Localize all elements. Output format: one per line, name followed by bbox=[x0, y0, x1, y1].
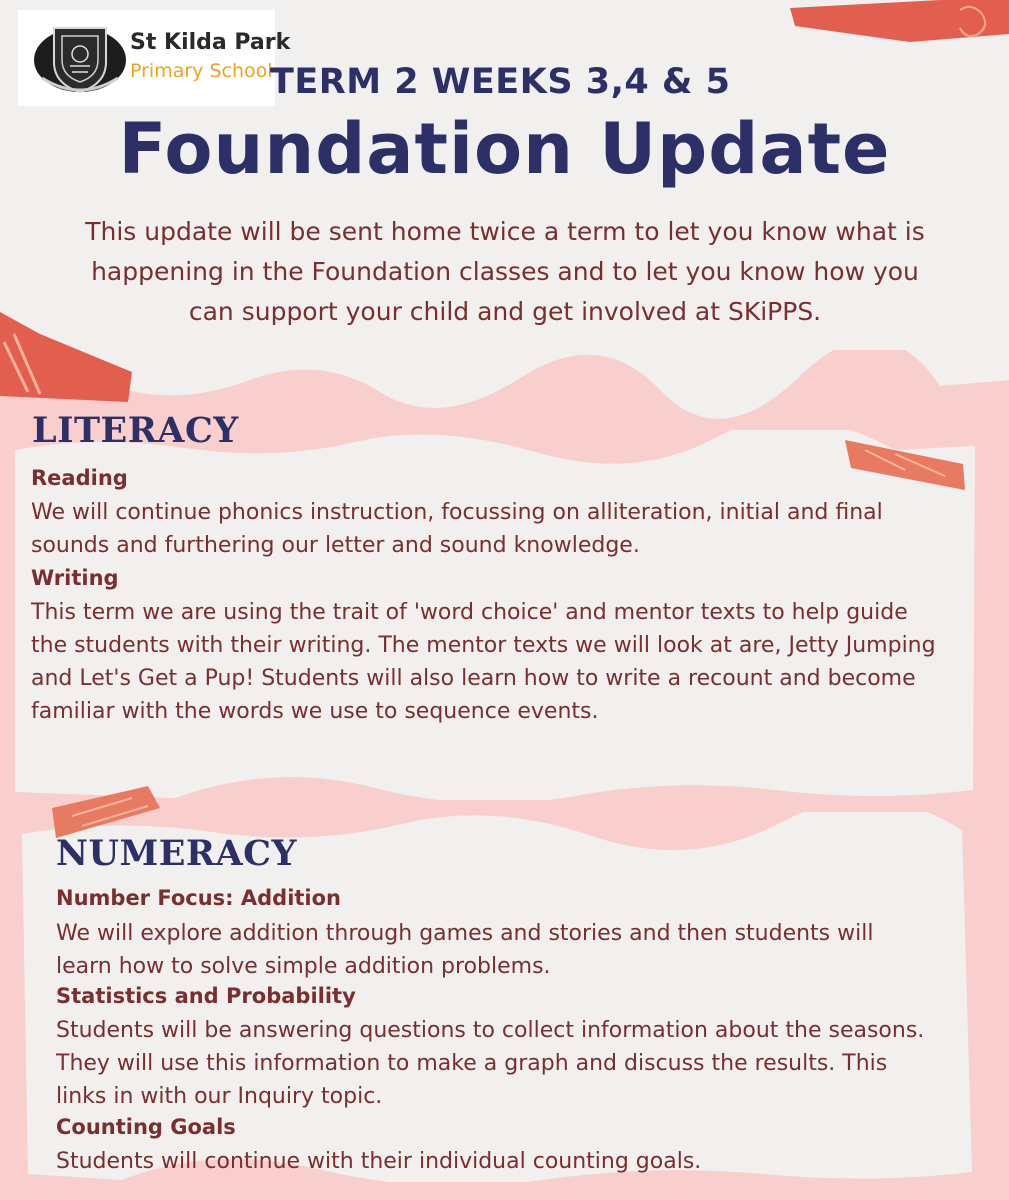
school-name: St Kilda Park bbox=[130, 30, 291, 55]
school-subtitle: Primary School bbox=[130, 60, 273, 82]
reading-text: We will continue phonics instruction, focussing on alliteration, initial and final sounds and furthering our letter and sound knowledge. bbox=[31, 500, 883, 558]
coral-brush-top-right bbox=[790, 0, 1009, 50]
literacy-heading: LITERACY bbox=[32, 410, 239, 451]
statistics-text: Students will be answering questions to collect information about the seasons. They will use this information to make a graph and discuss the results. This links in with our Inquiry topic. bbox=[56, 1018, 925, 1109]
intro-paragraph: This update will be sent home twice a term to let you know what is happening in the Foundation classes and to let you know how you can support your child and get involved at SKiPPS. bbox=[85, 217, 925, 326]
reading-heading: Reading bbox=[31, 466, 128, 490]
number-focus-text: We will explore addition through games and stories and then students will learn how to solve simple addition problems. bbox=[56, 921, 874, 979]
writing-text: This term we are using the trait of 'word choice' and mentor texts to help guide the students with their writing. The mentor texts we will look at are, Jetty Jumping and Let's Get a Pup! Students will also learn how to write a recount and become familiar with the words we use to sequence events. bbox=[31, 600, 936, 724]
school-logo bbox=[18, 10, 291, 106]
number-focus-heading: Number Focus: Addition bbox=[56, 886, 342, 910]
numeracy-heading: NUMERACY bbox=[56, 833, 298, 874]
school-crest-icon bbox=[32, 18, 128, 100]
statistics-heading: Statistics and Probability bbox=[56, 984, 356, 1008]
page-title: Foundation Update bbox=[118, 108, 891, 190]
writing-heading: Writing bbox=[31, 566, 119, 590]
term-heading: TERM 2 WEEKS 3,4 & 5 bbox=[270, 62, 731, 102]
counting-heading: Counting Goals bbox=[56, 1115, 236, 1139]
counting-text: Students will continue with their individual counting goals. bbox=[56, 1149, 702, 1174]
coral-brush-right bbox=[845, 440, 967, 492]
